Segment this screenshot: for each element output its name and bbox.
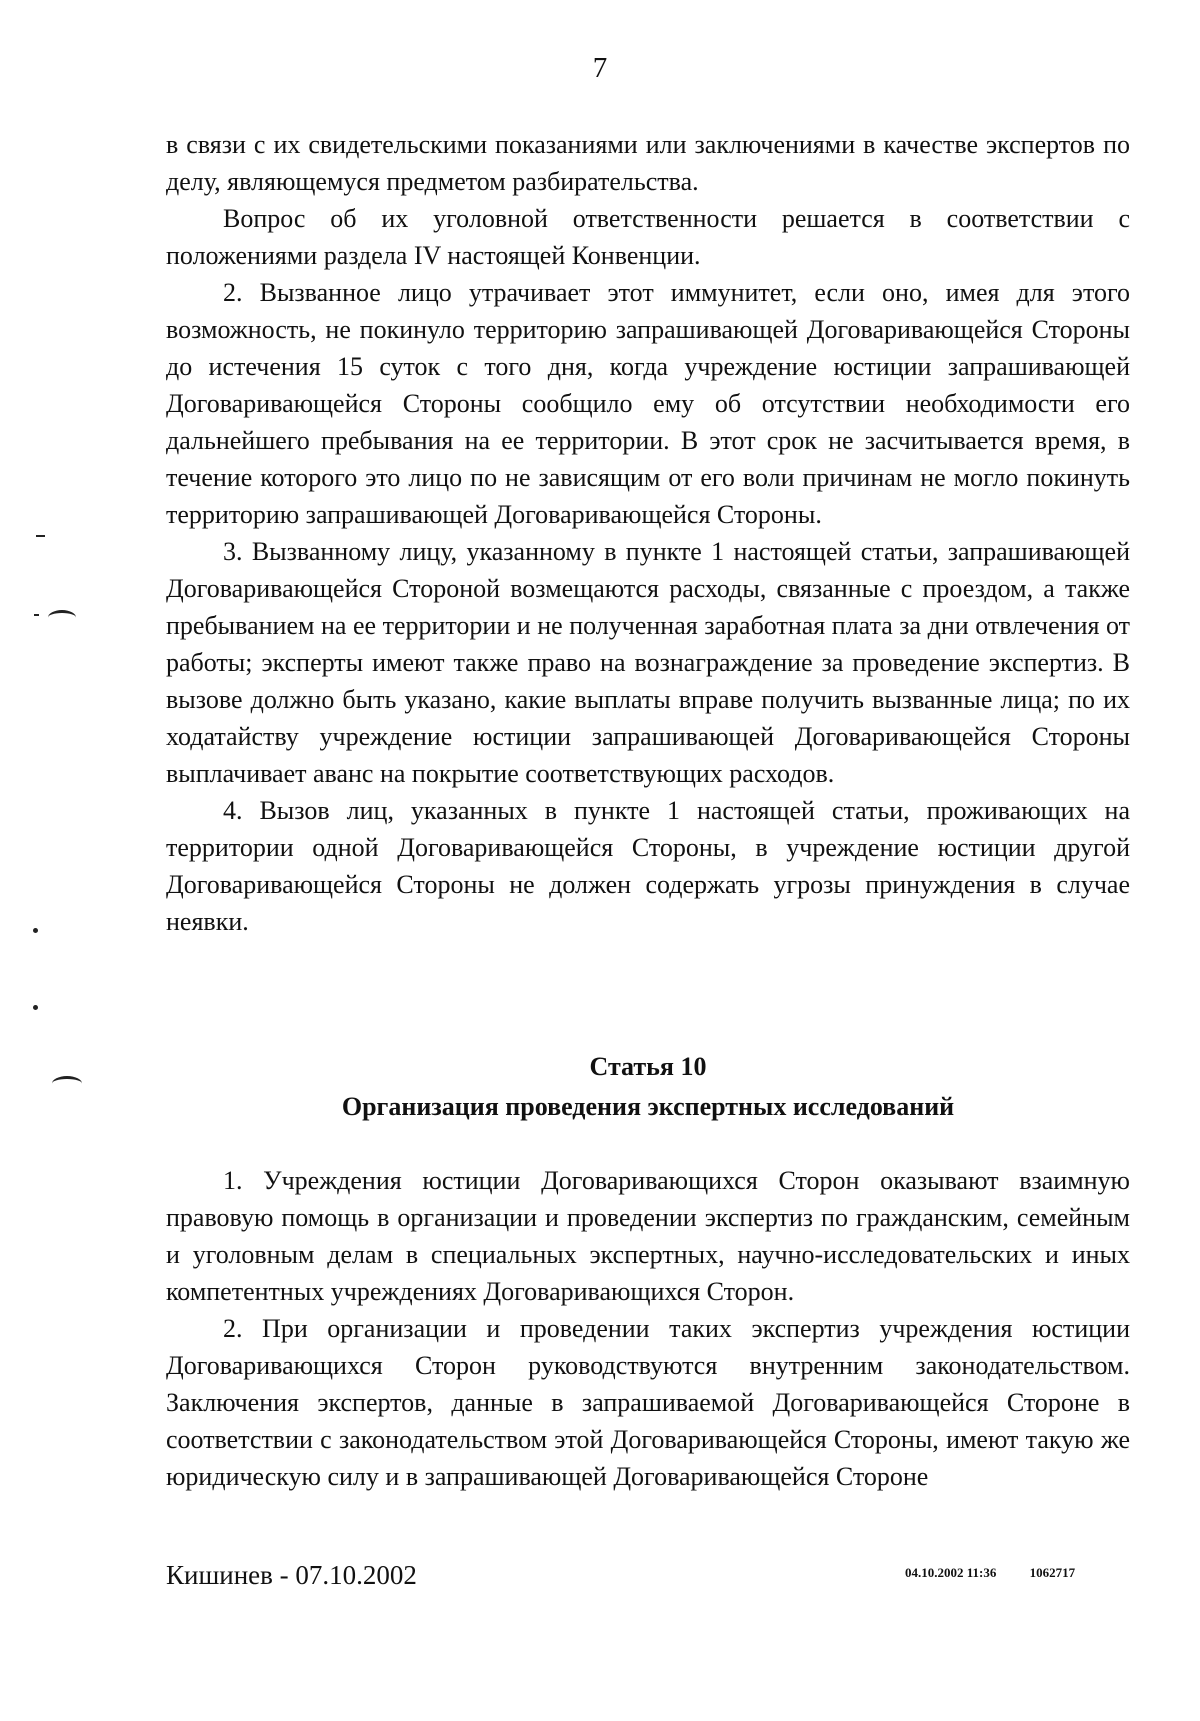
footer-timestamp: 04.10.2002 11:36: [905, 1565, 997, 1580]
paragraph-continuation: в связи с их свидетельскими показаниями или заключениями в качестве экспертов по делу, являющемуся предметом разбирательства.: [166, 130, 1130, 196]
paragraph-item-3: 3. Вызванному лицу, указанному в пункте 1 настоящей статьи, запрашивающей Договаривающейся Стороной возмещаются расходы, связанные с проездом, а также пребыванием на ее территории и не полученная заработная плата за дни отвлечения от работы; эксперты имеют также право на вознаграждение за проведение экспертиз. В вызове должно быть указано, какие выплаты вправе получить вызванные лица; по их ходатайству учреждение юстиции запрашивающей Договаривающейся Стороны выплачивает аванс на покрытие соответствующих расходов.: [166, 537, 1130, 788]
scan-dot: [33, 1005, 38, 1010]
scan-dot: [33, 928, 38, 933]
scan-mark: [34, 614, 39, 616]
scan-mark-arc: [52, 1076, 82, 1091]
document-body-bottom: [166, 1162, 1130, 1495]
page-number: 7: [592, 52, 608, 84]
scan-mark-arc: [48, 610, 76, 625]
article-title: Организация проведения экспертных исследований: [341, 1092, 955, 1121]
article-heading: [166, 1047, 1130, 1127]
paragraph-item-4: 4. Вызов лиц, указанных в пункте 1 настоящей статьи, проживающих на территории одной Договаривающейся Стороны, в учреждение юстиции другой Договаривающейся Стороны не должен содержать угрозы принуждения в случае неявки.: [166, 796, 1130, 936]
footer-stamp: [905, 1565, 1075, 1581]
paragraph-item-2: 2. Вызванное лицо утрачивает этот иммунитет, если оно, имея для этого возможность, не покинуло территорию запрашивающей Договаривающейся Стороны до истечения 15 суток с того дня, когда учреждение юстиции запрашивающей Договаривающейся Стороны сообщило ему об отсутствии необходимости его дальнейшего пребывания на ее территории. В этот срок не засчитывается время, в течение которого это лицо по не зависящим от его воли причинам не могло покинуть территорию запрашивающей Договаривающейся Стороны.: [166, 278, 1130, 529]
paragraph-item-2b: 2. При организации и проведении таких экспертиз учреждения юстиции Договаривающихся Сторон руководствуются внутренним законодательством. Заключения экспертов, данные в запрашиваемой Договаривающейся Стороне в соответствии с законодательством этой Договаривающейся Стороны, имеют такую же юридическую силу и в запрашивающей Договаривающейся Стороне: [166, 1314, 1130, 1491]
scan-mark: [36, 535, 45, 537]
article-number: Статья 10: [589, 1052, 707, 1081]
paragraph: Вопрос об их уголовной ответственности решается в соответствии с положениями раздела IV настоящей Конвенции.: [166, 204, 1130, 270]
footer-doc-id: 1062717: [1029, 1565, 1076, 1580]
document-body-top: [166, 126, 1130, 940]
paragraph-item-1: 1. Учреждения юстиции Договаривающихся Сторон оказывают взаимную правовую помощь в организации и проведении экспертиз по гражданским, семейным и уголовным делам в специальных экспертных, научно-исследовательских и иных компетентных учреждениях Договаривающихся Сторон.: [166, 1166, 1130, 1306]
footer-place-date: Кишинев - 07.10.2002: [166, 1560, 417, 1590]
